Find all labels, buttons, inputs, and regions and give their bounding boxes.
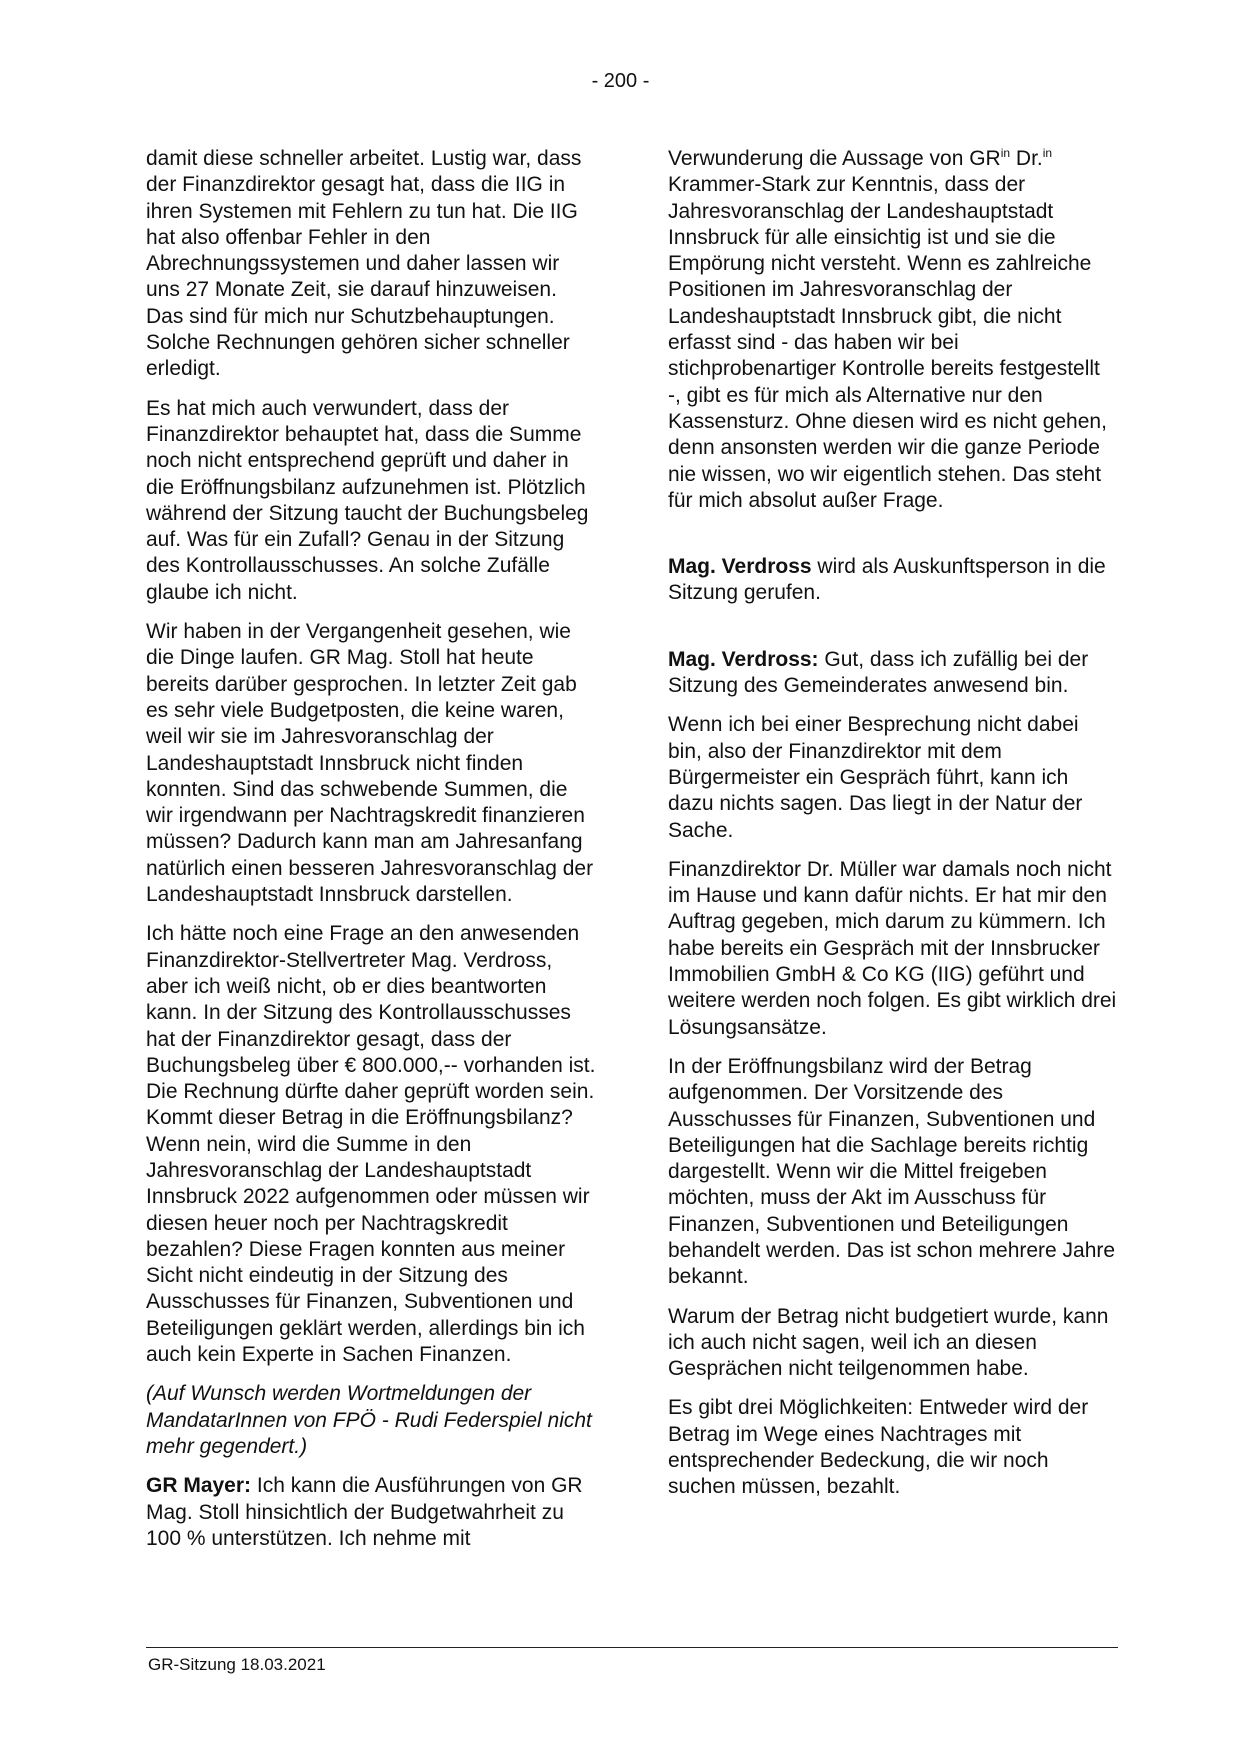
paragraph: Ich hätte noch eine Frage an den anwesenden Finanzdirektor-Stellvertreter Mag. Verdross, aber ich weiß nicht, ob er dies beantworten kann. In der Sitzung des Kontrollausschusses hat der Finanzdirektor gesagt, dass der Buchungsbeleg über € 800.000,-- vorhanden ist. Die Rechnung dürfte daher geprüft worden sein. Kommt dieser Betrag in die Eröffnungsbilanz? Wenn nein, wird die Summe in den Jahresvoranschlag der Landeshauptstadt Innsbruck 2022 aufgenommen oder müssen wir diesen heuer noch per Nachtragskredit bezahlen? Diese Fragen konnten aus meiner Sicht nicht eindeutig in der Sitzung des Ausschusses für Finanzen, Subventionen und Beteiligungen geklärt werden, allerdings bin ich auch kein Experte in Sachen Finanzen.: [146, 922, 596, 1367]
speaker-name: Mag. Verdross: [668, 555, 812, 579]
procedural-note: [668, 554, 1118, 607]
speech-text: Gut, dass ich zufällig bei der Sitzung des Gemeinderates anwesend bin.: [668, 647, 1089, 698]
paragraph: Wir haben in der Vergangenheit gesehen, wie die Dinge laufen. GR Mag. Stoll hat heute bereits darüber gesprochen. In letzter Zeit gab es sehr viele Budgetposten, die keine waren, weil wir sie im Jahresvoranschlag der Landeshauptstadt Innsbruck nicht finden konnten. Sind das schwebende Summen, die wir irgendwann per Nachtragskredit finanzieren müssen? Dadurch kann man am Jahresanfang natürlich einen besseren Jahresvoranschlag der Landeshauptstadt Innsbruck darstellen.: [146, 620, 594, 907]
text-run: Verwunderung die Aussage von GR: [668, 147, 1001, 170]
footer-text: GR-Sitzung 18.03.2021: [148, 1655, 326, 1674]
paragraph: Es hat mich auch verwundert, dass der Finanzdirektor behauptet hat, dass die Summe noch nicht entsprechend geprüft und daher in die Eröffnungsbilanz aufzunehmen ist. Plötzlich während der Sitzung taucht der Buchungsbeleg auf. Was für ein Zufall? Genau in der Sitzung des Kontrollausschusses. An solche Zufälle glaube ich nicht.: [146, 396, 589, 604]
footer-divider: [146, 1647, 1118, 1648]
speaker-name: GR Mayer:: [146, 1474, 252, 1498]
page-number: - 200 -: [591, 70, 650, 92]
paragraph: Finanzdirektor Dr. Müller war damals noch nicht im Hause und kann dafür nichts. Er hat mir den Auftrag gegeben, mich darum zu kümmern. Ich habe bereits ein Gespräch mit der Innsbrucker Immobilien GmbH & Co KG (IIG) geführt und weitere werden noch folgen. Es gibt wirklich drei Lösungsansätze.: [668, 857, 1117, 1039]
speech-text: wird als Auskunftsperson in die Sitzung gerufen.: [668, 555, 1106, 605]
paragraph: Warum der Betrag nicht budgetiert wurde, kann ich auch nicht sagen, weil ich an diesen Gesprächen nicht teilgenommen habe.: [668, 1304, 1109, 1381]
paragraph: In der Eröffnungsbilanz wird der Betrag aufgenommen. Der Vorsitzende des Ausschusses für Finanzen, Subventionen und Beteiligungen hat die Sachlage bereits richtig dargestellt. Wenn wir die Mittel freigeben möchten, muss der Akt im Ausschuss für Finanzen, Subventionen und Beteiligungen behandelt werden. Das ist schon mehrere Jahre bekannt.: [668, 1054, 1116, 1289]
right-column: [668, 146, 1118, 1514]
text-run: Krammer-Stark zur Kenntnis, dass der Jahresvoranschlag der Landeshauptstadt Innsbruck für alle einsichtig ist und sie die Empörung nicht versteht. Wenn es zahlreiche Positionen im Jahresvoranschlag der Landeshauptstadt Innsbruck gibt, die nicht erfasst sind - das haben wir bei stichprobenartiger Kontrolle bereits festgestellt -, gibt es für mich als Alternative nur den Kassensturz. Ohne diesen wird es nicht gehen, denn ansonsten werden wir die ganze Periode nie wissen, wo wir eigentlich stehen. Das steht für mich absolut außer Frage.: [668, 173, 1107, 512]
paragraph: Wenn ich bei einer Besprechung nicht dabei bin, also der Finanzdirektor mit dem Bürgermeister ein Gespräch führt, kann ich dazu nichts sagen. Das liegt in der Natur der Sache.: [668, 713, 1083, 842]
speaker-paragraph: [146, 1473, 596, 1552]
speaker-paragraph: [668, 647, 1118, 700]
paragraph: damit diese schneller arbeitet. Lustig war, dass der Finanzdirektor gesagt hat, dass die IIG in ihren Systemen mit Fehlern zu tun hat. Die IIG hat also offenbar Fehler in den Abrechnungssystemen und daher lassen wir uns 27 Monate Zeit, sie darauf hinzuweisen. Das sind für mich nur Schutzbehauptungen. Solche Rechnungen gehören sicher schneller erledigt.: [146, 147, 582, 381]
paragraph: Es gibt drei Möglichkeiten: Entweder wird der Betrag im Wege eines Nachtrages mit entsprechender Bedeckung, die wir noch suchen müssen, bezahlt.: [668, 1396, 1089, 1499]
text-run: Dr.: [1010, 147, 1043, 170]
editorial-note: (Auf Wunsch werden Wortmeldungen der MandatarInnen von FPÖ - Rudi Federspiel nicht mehr gegendert.): [146, 1382, 592, 1458]
left-column: [146, 146, 596, 1565]
superscript: in: [1042, 146, 1053, 160]
speaker-name: Mag. Verdross:: [668, 647, 819, 671]
superscript: in: [1000, 146, 1011, 160]
speech-text: Ich kann die Ausführungen von GR Mag. Stoll hinsichtlich der Budgetwahrheit zu 100 % unterstützen. Ich nehme mit: [146, 1474, 583, 1550]
paragraph: [668, 146, 1118, 514]
